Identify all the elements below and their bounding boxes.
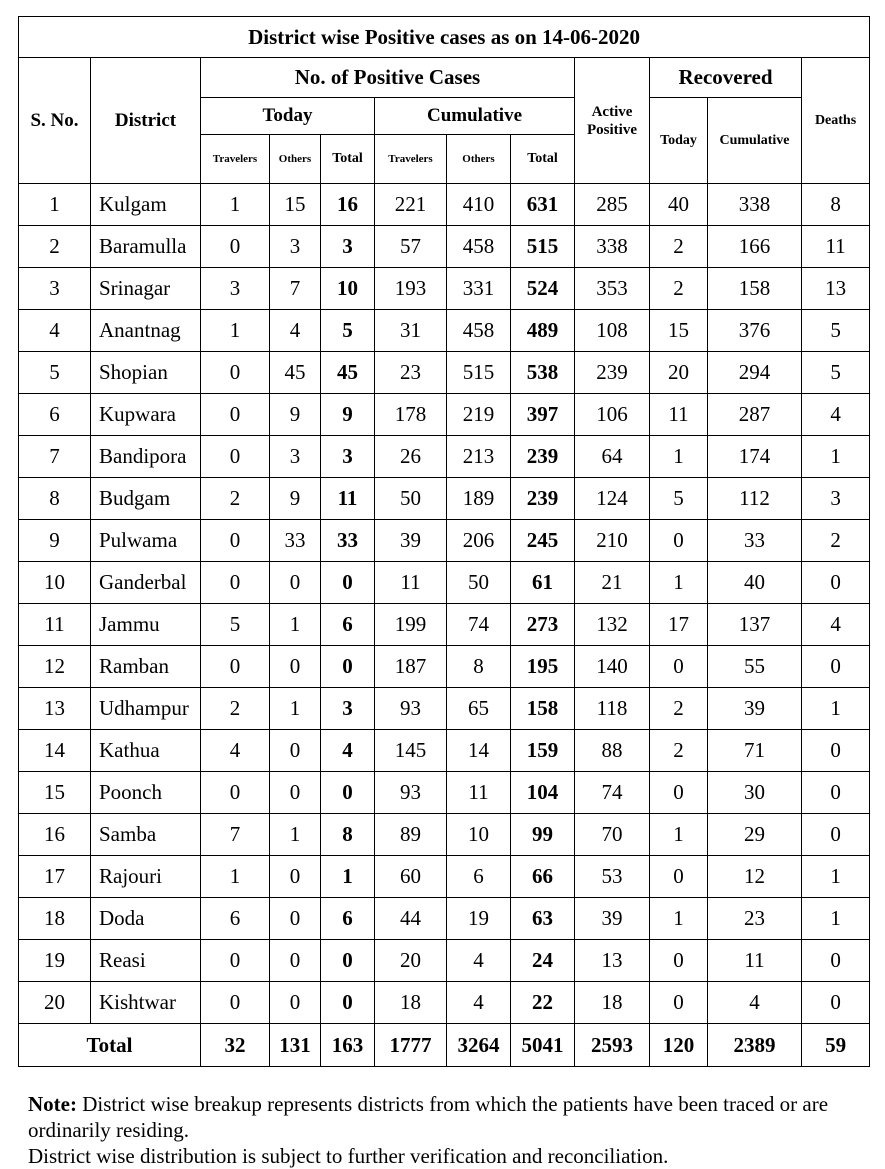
row-cum-travelers: 93 bbox=[375, 688, 447, 730]
row-today-travelers: 6 bbox=[201, 898, 270, 940]
row-deaths: 0 bbox=[802, 772, 870, 814]
row-today-travelers: 4 bbox=[201, 730, 270, 772]
table-row bbox=[19, 604, 870, 646]
row-sno: 6 bbox=[19, 394, 91, 436]
row-rec-today: 0 bbox=[650, 856, 708, 898]
total-deaths: 59 bbox=[802, 1024, 870, 1067]
note-text-1: District wise breakup represents districts from which the patients have been traced or are ordinarily residing. bbox=[28, 1092, 829, 1142]
row-deaths: 4 bbox=[802, 604, 870, 646]
row-rec-today: 17 bbox=[650, 604, 708, 646]
row-district: Reasi bbox=[91, 940, 201, 982]
row-cum-others: 189 bbox=[447, 478, 511, 520]
note-line-2: District wise distribution is subject to further verification and reconciliation. bbox=[28, 1144, 669, 1168]
row-active: 106 bbox=[575, 394, 650, 436]
row-rec-cum: 71 bbox=[708, 730, 802, 772]
row-deaths: 0 bbox=[802, 982, 870, 1024]
row-today-total: 5 bbox=[321, 310, 375, 352]
row-district: Shopian bbox=[91, 352, 201, 394]
row-cum-others: 14 bbox=[447, 730, 511, 772]
table-row bbox=[19, 226, 870, 268]
row-today-total: 0 bbox=[321, 940, 375, 982]
row-deaths: 3 bbox=[802, 478, 870, 520]
row-active: 64 bbox=[575, 436, 650, 478]
row-cum-others: 6 bbox=[447, 856, 511, 898]
row-sno: 3 bbox=[19, 268, 91, 310]
row-cum-others: 458 bbox=[447, 310, 511, 352]
row-cum-total: 489 bbox=[511, 310, 575, 352]
row-today-travelers: 0 bbox=[201, 520, 270, 562]
header-district: District bbox=[91, 58, 201, 184]
row-today-total: 0 bbox=[321, 646, 375, 688]
row-cum-others: 213 bbox=[447, 436, 511, 478]
row-today-others: 1 bbox=[270, 604, 321, 646]
header-cum-total: Total bbox=[511, 135, 575, 184]
row-rec-cum: 294 bbox=[708, 352, 802, 394]
row-active: 124 bbox=[575, 478, 650, 520]
row-cum-travelers: 23 bbox=[375, 352, 447, 394]
row-cum-total: 195 bbox=[511, 646, 575, 688]
table-row bbox=[19, 394, 870, 436]
row-cum-travelers: 145 bbox=[375, 730, 447, 772]
row-sno: 2 bbox=[19, 226, 91, 268]
header-sno: S. No. bbox=[19, 58, 91, 184]
row-cum-total: 66 bbox=[511, 856, 575, 898]
row-today-total: 0 bbox=[321, 562, 375, 604]
row-rec-cum: 112 bbox=[708, 478, 802, 520]
row-today-others: 9 bbox=[270, 394, 321, 436]
row-rec-cum: 137 bbox=[708, 604, 802, 646]
row-rec-today: 40 bbox=[650, 184, 708, 226]
row-district: Anantnag bbox=[91, 310, 201, 352]
row-active: 140 bbox=[575, 646, 650, 688]
row-rec-cum: 40 bbox=[708, 562, 802, 604]
row-cum-travelers: 50 bbox=[375, 478, 447, 520]
row-active: 210 bbox=[575, 520, 650, 562]
row-deaths: 5 bbox=[802, 310, 870, 352]
row-today-travelers: 0 bbox=[201, 352, 270, 394]
row-today-total: 45 bbox=[321, 352, 375, 394]
row-today-travelers: 0 bbox=[201, 562, 270, 604]
row-today-others: 1 bbox=[270, 688, 321, 730]
row-cum-others: 4 bbox=[447, 940, 511, 982]
totals-label: Total bbox=[19, 1024, 201, 1067]
table-row bbox=[19, 730, 870, 772]
row-today-total: 8 bbox=[321, 814, 375, 856]
row-rec-cum: 4 bbox=[708, 982, 802, 1024]
header-positive-cases: No. of Positive Cases bbox=[201, 58, 575, 98]
table-row bbox=[19, 520, 870, 562]
row-rec-cum: 29 bbox=[708, 814, 802, 856]
row-today-others: 15 bbox=[270, 184, 321, 226]
header-recovered: Recovered bbox=[650, 58, 802, 98]
table-row bbox=[19, 856, 870, 898]
row-cum-total: 61 bbox=[511, 562, 575, 604]
row-today-total: 3 bbox=[321, 436, 375, 478]
row-sno: 12 bbox=[19, 646, 91, 688]
row-today-travelers: 0 bbox=[201, 772, 270, 814]
total-rec-cum: 2389 bbox=[708, 1024, 802, 1067]
row-district: Bandipora bbox=[91, 436, 201, 478]
header-recovered-cumulative: Cumulative bbox=[708, 98, 802, 184]
row-today-others: 0 bbox=[270, 562, 321, 604]
row-cum-others: 410 bbox=[447, 184, 511, 226]
row-active: 88 bbox=[575, 730, 650, 772]
row-rec-cum: 338 bbox=[708, 184, 802, 226]
row-today-others: 3 bbox=[270, 436, 321, 478]
row-cum-total: 538 bbox=[511, 352, 575, 394]
row-cum-travelers: 89 bbox=[375, 814, 447, 856]
row-today-total: 4 bbox=[321, 730, 375, 772]
row-rec-cum: 39 bbox=[708, 688, 802, 730]
row-today-total: 6 bbox=[321, 898, 375, 940]
header-cum-travelers: Travelers bbox=[375, 135, 447, 184]
row-deaths: 1 bbox=[802, 436, 870, 478]
row-today-total: 3 bbox=[321, 226, 375, 268]
district-cases-table bbox=[18, 16, 870, 1067]
row-active: 39 bbox=[575, 898, 650, 940]
row-cum-total: 99 bbox=[511, 814, 575, 856]
row-deaths: 5 bbox=[802, 352, 870, 394]
row-rec-cum: 30 bbox=[708, 772, 802, 814]
row-rec-today: 1 bbox=[650, 562, 708, 604]
row-today-travelers: 1 bbox=[201, 310, 270, 352]
row-cum-total: 397 bbox=[511, 394, 575, 436]
row-district: Udhampur bbox=[91, 688, 201, 730]
total-cum-travelers: 1777 bbox=[375, 1024, 447, 1067]
header-today: Today bbox=[201, 98, 375, 135]
row-rec-today: 2 bbox=[650, 688, 708, 730]
row-sno: 1 bbox=[19, 184, 91, 226]
row-cum-travelers: 221 bbox=[375, 184, 447, 226]
header-cum-others: Others bbox=[447, 135, 511, 184]
row-active: 53 bbox=[575, 856, 650, 898]
row-deaths: 0 bbox=[802, 562, 870, 604]
row-active: 338 bbox=[575, 226, 650, 268]
row-today-others: 3 bbox=[270, 226, 321, 268]
row-district: Samba bbox=[91, 814, 201, 856]
total-cum-others: 3264 bbox=[447, 1024, 511, 1067]
row-cum-others: 65 bbox=[447, 688, 511, 730]
total-today-others: 131 bbox=[270, 1024, 321, 1067]
row-cum-travelers: 20 bbox=[375, 940, 447, 982]
row-today-others: 0 bbox=[270, 730, 321, 772]
row-rec-cum: 55 bbox=[708, 646, 802, 688]
row-today-travelers: 1 bbox=[201, 856, 270, 898]
row-cum-total: 631 bbox=[511, 184, 575, 226]
header-recovered-today: Today bbox=[650, 98, 708, 184]
row-cum-total: 24 bbox=[511, 940, 575, 982]
row-today-total: 1 bbox=[321, 856, 375, 898]
row-deaths: 8 bbox=[802, 184, 870, 226]
row-active: 118 bbox=[575, 688, 650, 730]
row-active: 74 bbox=[575, 772, 650, 814]
row-rec-cum: 158 bbox=[708, 268, 802, 310]
row-cum-total: 515 bbox=[511, 226, 575, 268]
row-deaths: 13 bbox=[802, 268, 870, 310]
row-rec-today: 1 bbox=[650, 898, 708, 940]
row-today-others: 0 bbox=[270, 940, 321, 982]
header-cumulative: Cumulative bbox=[375, 98, 575, 135]
row-cum-total: 159 bbox=[511, 730, 575, 772]
row-sno: 5 bbox=[19, 352, 91, 394]
note-block bbox=[28, 1091, 878, 1169]
table-row bbox=[19, 436, 870, 478]
row-rec-today: 0 bbox=[650, 940, 708, 982]
totals-row bbox=[19, 1024, 870, 1067]
row-cum-others: 4 bbox=[447, 982, 511, 1024]
note-line-1 bbox=[28, 1091, 878, 1143]
row-cum-total: 22 bbox=[511, 982, 575, 1024]
row-active: 239 bbox=[575, 352, 650, 394]
table-row bbox=[19, 982, 870, 1024]
row-rec-today: 15 bbox=[650, 310, 708, 352]
row-cum-others: 10 bbox=[447, 814, 511, 856]
row-today-travelers: 0 bbox=[201, 436, 270, 478]
row-district: Kupwara bbox=[91, 394, 201, 436]
row-today-total: 16 bbox=[321, 184, 375, 226]
row-today-others: 33 bbox=[270, 520, 321, 562]
row-sno: 17 bbox=[19, 856, 91, 898]
row-cum-total: 104 bbox=[511, 772, 575, 814]
row-rec-today: 2 bbox=[650, 268, 708, 310]
row-today-travelers: 0 bbox=[201, 226, 270, 268]
row-active: 13 bbox=[575, 940, 650, 982]
row-district: Ganderbal bbox=[91, 562, 201, 604]
row-sno: 19 bbox=[19, 940, 91, 982]
table-row bbox=[19, 772, 870, 814]
row-cum-others: 11 bbox=[447, 772, 511, 814]
row-today-travelers: 1 bbox=[201, 184, 270, 226]
row-cum-total: 158 bbox=[511, 688, 575, 730]
row-sno: 20 bbox=[19, 982, 91, 1024]
row-sno: 9 bbox=[19, 520, 91, 562]
header-today-travelers: Travelers bbox=[201, 135, 270, 184]
table-row bbox=[19, 268, 870, 310]
row-cum-travelers: 44 bbox=[375, 898, 447, 940]
note-label: Note: bbox=[28, 1092, 77, 1116]
row-district: Ramban bbox=[91, 646, 201, 688]
row-deaths: 11 bbox=[802, 226, 870, 268]
row-cum-others: 8 bbox=[447, 646, 511, 688]
row-deaths: 0 bbox=[802, 646, 870, 688]
row-today-travelers: 0 bbox=[201, 646, 270, 688]
row-rec-cum: 174 bbox=[708, 436, 802, 478]
row-today-others: 0 bbox=[270, 898, 321, 940]
row-rec-cum: 11 bbox=[708, 940, 802, 982]
row-today-others: 0 bbox=[270, 982, 321, 1024]
row-district: Kishtwar bbox=[91, 982, 201, 1024]
row-rec-cum: 166 bbox=[708, 226, 802, 268]
row-district: Srinagar bbox=[91, 268, 201, 310]
row-today-others: 0 bbox=[270, 646, 321, 688]
row-cum-travelers: 31 bbox=[375, 310, 447, 352]
row-sno: 11 bbox=[19, 604, 91, 646]
row-district: Kathua bbox=[91, 730, 201, 772]
row-deaths: 4 bbox=[802, 394, 870, 436]
row-rec-today: 2 bbox=[650, 730, 708, 772]
row-district: Doda bbox=[91, 898, 201, 940]
row-today-travelers: 3 bbox=[201, 268, 270, 310]
header-active-positive bbox=[575, 58, 650, 184]
row-deaths: 0 bbox=[802, 814, 870, 856]
row-today-total: 11 bbox=[321, 478, 375, 520]
row-today-total: 10 bbox=[321, 268, 375, 310]
row-cum-others: 19 bbox=[447, 898, 511, 940]
row-rec-cum: 376 bbox=[708, 310, 802, 352]
row-district: Kulgam bbox=[91, 184, 201, 226]
row-rec-today: 20 bbox=[650, 352, 708, 394]
header-active-line2: Positive bbox=[587, 121, 637, 138]
row-sno: 4 bbox=[19, 310, 91, 352]
row-rec-today: 0 bbox=[650, 772, 708, 814]
total-today-total: 163 bbox=[321, 1024, 375, 1067]
table-row bbox=[19, 814, 870, 856]
row-cum-travelers: 93 bbox=[375, 772, 447, 814]
row-rec-cum: 12 bbox=[708, 856, 802, 898]
row-today-others: 45 bbox=[270, 352, 321, 394]
table-row bbox=[19, 478, 870, 520]
row-cum-travelers: 193 bbox=[375, 268, 447, 310]
row-today-total: 6 bbox=[321, 604, 375, 646]
row-active: 285 bbox=[575, 184, 650, 226]
row-today-others: 0 bbox=[270, 772, 321, 814]
row-cum-total: 273 bbox=[511, 604, 575, 646]
row-sno: 18 bbox=[19, 898, 91, 940]
row-cum-travelers: 60 bbox=[375, 856, 447, 898]
row-active: 108 bbox=[575, 310, 650, 352]
table-row bbox=[19, 310, 870, 352]
row-deaths: 1 bbox=[802, 688, 870, 730]
row-cum-travelers: 11 bbox=[375, 562, 447, 604]
row-cum-travelers: 199 bbox=[375, 604, 447, 646]
row-sno: 7 bbox=[19, 436, 91, 478]
row-sno: 15 bbox=[19, 772, 91, 814]
table-row bbox=[19, 688, 870, 730]
row-rec-today: 0 bbox=[650, 982, 708, 1024]
row-today-others: 1 bbox=[270, 814, 321, 856]
row-rec-cum: 23 bbox=[708, 898, 802, 940]
row-district: Jammu bbox=[91, 604, 201, 646]
row-sno: 14 bbox=[19, 730, 91, 772]
row-rec-cum: 33 bbox=[708, 520, 802, 562]
table-row bbox=[19, 898, 870, 940]
row-today-total: 9 bbox=[321, 394, 375, 436]
row-cum-travelers: 26 bbox=[375, 436, 447, 478]
row-today-travelers: 7 bbox=[201, 814, 270, 856]
row-cum-total: 524 bbox=[511, 268, 575, 310]
row-sno: 8 bbox=[19, 478, 91, 520]
row-cum-total: 239 bbox=[511, 436, 575, 478]
row-rec-cum: 287 bbox=[708, 394, 802, 436]
row-cum-others: 74 bbox=[447, 604, 511, 646]
row-cum-total: 63 bbox=[511, 898, 575, 940]
row-rec-today: 11 bbox=[650, 394, 708, 436]
row-today-total: 33 bbox=[321, 520, 375, 562]
table-row bbox=[19, 646, 870, 688]
table-body bbox=[19, 184, 870, 1024]
row-today-others: 9 bbox=[270, 478, 321, 520]
row-cum-travelers: 18 bbox=[375, 982, 447, 1024]
row-cum-others: 458 bbox=[447, 226, 511, 268]
row-cum-others: 219 bbox=[447, 394, 511, 436]
header-deaths: Deaths bbox=[802, 58, 870, 184]
row-deaths: 0 bbox=[802, 730, 870, 772]
row-today-travelers: 0 bbox=[201, 940, 270, 982]
row-rec-today: 2 bbox=[650, 226, 708, 268]
row-today-travelers: 0 bbox=[201, 982, 270, 1024]
row-deaths: 1 bbox=[802, 856, 870, 898]
row-cum-travelers: 57 bbox=[375, 226, 447, 268]
row-cum-others: 206 bbox=[447, 520, 511, 562]
row-sno: 16 bbox=[19, 814, 91, 856]
row-sno: 10 bbox=[19, 562, 91, 604]
row-cum-total: 239 bbox=[511, 478, 575, 520]
row-today-total: 3 bbox=[321, 688, 375, 730]
row-today-travelers: 5 bbox=[201, 604, 270, 646]
total-cum-total: 5041 bbox=[511, 1024, 575, 1067]
row-rec-today: 1 bbox=[650, 436, 708, 478]
total-today-travelers: 32 bbox=[201, 1024, 270, 1067]
row-rec-today: 1 bbox=[650, 814, 708, 856]
table-row bbox=[19, 352, 870, 394]
row-deaths: 0 bbox=[802, 940, 870, 982]
row-district: Rajouri bbox=[91, 856, 201, 898]
row-cum-travelers: 187 bbox=[375, 646, 447, 688]
header-today-others: Others bbox=[270, 135, 321, 184]
row-district: Pulwama bbox=[91, 520, 201, 562]
table-row bbox=[19, 562, 870, 604]
row-cum-travelers: 39 bbox=[375, 520, 447, 562]
row-active: 70 bbox=[575, 814, 650, 856]
row-active: 353 bbox=[575, 268, 650, 310]
row-cum-total: 245 bbox=[511, 520, 575, 562]
row-today-travelers: 2 bbox=[201, 688, 270, 730]
row-active: 132 bbox=[575, 604, 650, 646]
row-today-total: 0 bbox=[321, 982, 375, 1024]
row-today-travelers: 0 bbox=[201, 394, 270, 436]
row-today-others: 0 bbox=[270, 856, 321, 898]
row-today-total: 0 bbox=[321, 772, 375, 814]
row-cum-others: 331 bbox=[447, 268, 511, 310]
table-row bbox=[19, 940, 870, 982]
row-cum-others: 515 bbox=[447, 352, 511, 394]
row-deaths: 2 bbox=[802, 520, 870, 562]
header-today-total: Total bbox=[321, 135, 375, 184]
row-district: Poonch bbox=[91, 772, 201, 814]
row-cum-others: 50 bbox=[447, 562, 511, 604]
row-active: 18 bbox=[575, 982, 650, 1024]
row-district: Baramulla bbox=[91, 226, 201, 268]
row-rec-today: 0 bbox=[650, 646, 708, 688]
table-title: District wise Positive cases as on 14-06-2020 bbox=[19, 17, 870, 58]
total-active: 2593 bbox=[575, 1024, 650, 1067]
table-row bbox=[19, 184, 870, 226]
row-rec-today: 0 bbox=[650, 520, 708, 562]
row-deaths: 1 bbox=[802, 898, 870, 940]
row-rec-today: 5 bbox=[650, 478, 708, 520]
row-district: Budgam bbox=[91, 478, 201, 520]
row-sno: 13 bbox=[19, 688, 91, 730]
row-today-others: 7 bbox=[270, 268, 321, 310]
row-today-others: 4 bbox=[270, 310, 321, 352]
header-active-line1: Active bbox=[591, 103, 633, 120]
row-active: 21 bbox=[575, 562, 650, 604]
total-rec-today: 120 bbox=[650, 1024, 708, 1067]
row-today-travelers: 2 bbox=[201, 478, 270, 520]
row-cum-travelers: 178 bbox=[375, 394, 447, 436]
